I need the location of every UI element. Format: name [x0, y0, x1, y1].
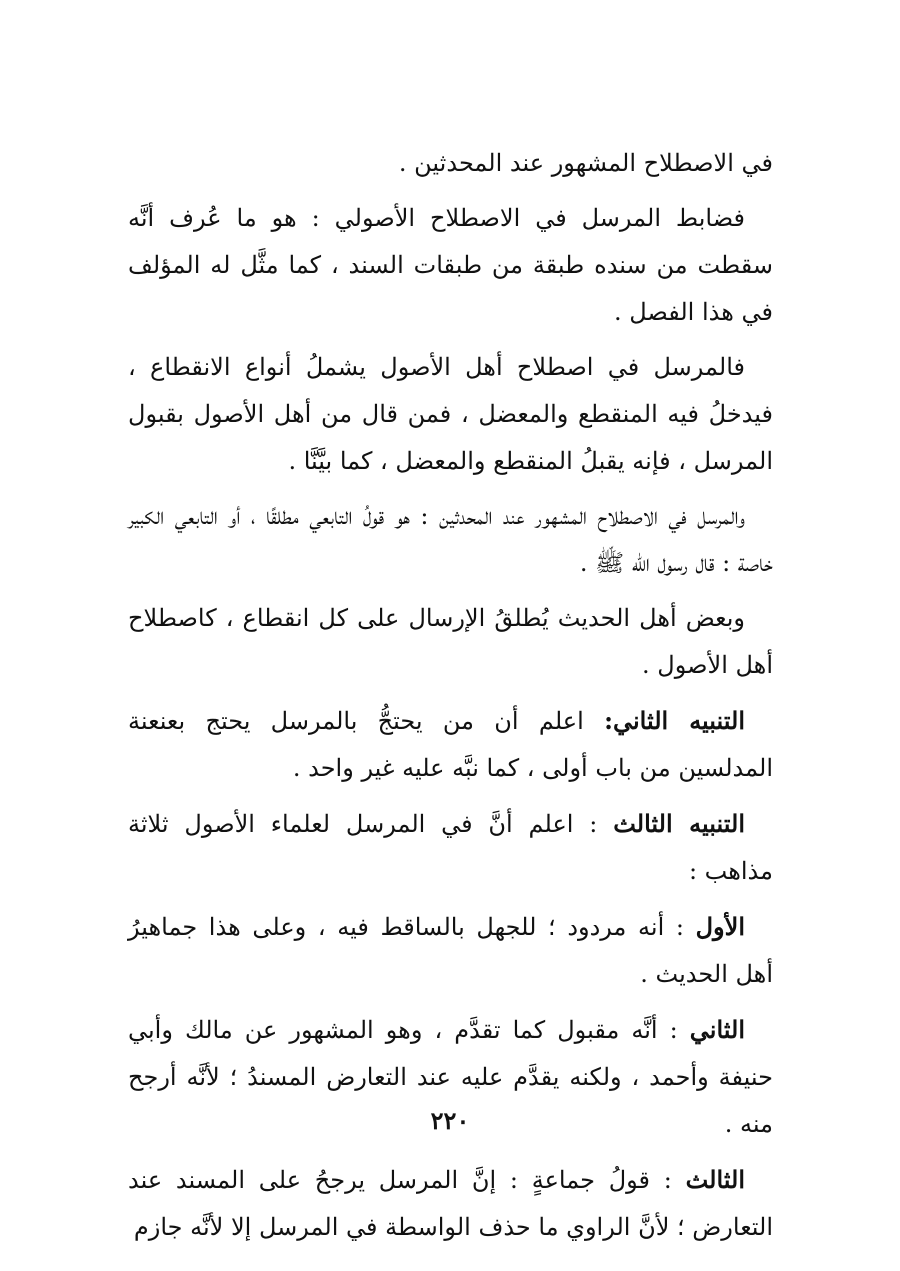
paragraph-5-text: وبعض أهل الحديث يُطلقُ الإرسال على كل انقطاع ، كاصطلاح أهل الأصول .: [128, 604, 773, 679]
paragraph-8-lead: الأول: [695, 912, 745, 941]
paragraph-6-lead: التنبيه الثاني:: [604, 706, 746, 735]
paragraph-8-text: : أنه مردود ؛ للجهل بالساقط فيه ، وعلى هذا جماهيرُ أهل الحديث .: [128, 913, 773, 988]
page-number: ٢٢٠: [430, 1106, 470, 1135]
paragraph-1-text: في الاصطلاح المشهور عند المحدثين .: [398, 149, 773, 177]
paragraph-10: [128, 1156, 773, 1251]
paragraph-7-lead: التنبيه الثالث: [613, 809, 745, 838]
paragraph-4-text: والمرسل في الاصطلاح المشهور عند المحدثين : هو قولُ التابعي مطلقًا ، أو التابعي الكبير خاصة : قال رسول الله ﷺ .: [128, 502, 773, 577]
paragraph-7-text: : اعلم أنَّ في المرسل لعلماء الأصول ثلاثة مذاهب :: [128, 810, 773, 885]
paragraph-2: [128, 195, 773, 336]
paragraph-6-text: اعلم أن من يحتجُّ بالمرسل يحتج بعنعنة المدلسين من باب أولى ، كما نبَّه عليه غير واحد .: [128, 707, 773, 782]
paragraph-4: [128, 493, 773, 587]
paragraph-6: [128, 697, 773, 792]
paragraph-7: [128, 800, 773, 895]
paragraph-10-lead: الثالث: [685, 1165, 745, 1194]
paragraph-1: [128, 140, 773, 187]
paragraph-2-text: فضابط المرسل في الاصطلاح الأصولي : هو ما عُرف أنَّه سقطت من سنده طبقة من طبقات السند ، كما مثَّل له المؤلف في هذا الفصل .: [128, 204, 773, 326]
paragraph-5: [128, 595, 773, 689]
paragraph-3-text: فالمرسل في اصطلاح أهل الأصول يشملُ أنواع الانقطاع ، فيدخلُ فيه المنقطع والمعضل ، فمن قال من أهل الأصول بقبول المرسل ، فإنه يقبلُ المنقطع والمعضل ، كما بيَّنَّا .: [128, 353, 773, 475]
page-body: [128, 140, 773, 1259]
paragraph-9-text: : أنَّه مقبول كما تقدَّم ، وهو المشهور عن مالك وأبي حنيفة وأحمد ، ولكنه يقدَّم عليه عند التعارض المسندُ ؛ لأنَّه أرجح منه .: [128, 1016, 773, 1138]
paragraph-3: [128, 344, 773, 485]
paragraph-9-lead: الثاني: [689, 1015, 745, 1044]
paragraph-8: [128, 903, 773, 998]
paragraph-10-text: : قولُ جماعةٍ : إنَّ المرسل يرجحُ على المسند عند التعارض ؛ لأنَّ الراوي ما حذف الواسطة في المرسل إلا لأنَّه جازم: [128, 1166, 773, 1241]
